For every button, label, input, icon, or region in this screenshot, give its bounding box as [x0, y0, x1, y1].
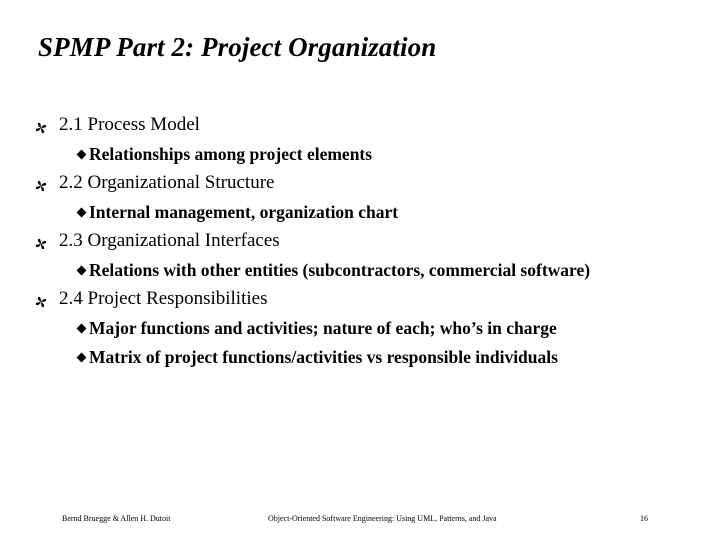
four-petal-bullet-icon: [35, 296, 47, 308]
bullet-list: [0, 113, 720, 374]
sub-bullet-text: Matrix of project functions/activities vs responsible individuals: [89, 347, 558, 367]
bullet-text: 2.2 Organizational Structure: [59, 172, 275, 193]
four-petal-bullet-icon: [35, 122, 47, 134]
diamond-bullet-icon: [77, 324, 87, 334]
four-petal-bullet-icon: [35, 238, 47, 250]
diamond-bullet-icon: [77, 353, 87, 363]
sub-bullet-item: [0, 316, 720, 345]
bullet-item: [0, 287, 720, 316]
diamond-bullet-icon: [77, 266, 87, 276]
bullet-text: 2.3 Organizational Interfaces: [59, 230, 280, 251]
bullet-text: 2.4 Project Responsibilities: [59, 288, 268, 309]
sub-bullet-item: [0, 345, 720, 374]
bullet-item: [0, 171, 720, 200]
footer-page-number: 16: [640, 514, 648, 523]
sub-bullet-item: [0, 258, 720, 287]
sub-bullet-text: Relationships among project elements: [89, 144, 373, 164]
footer-authors: Bernd Bruegge & Allen H. Dutoit: [62, 514, 171, 523]
bullet-item: [0, 113, 720, 142]
sub-bullet-text: Relations with other entities (subcontractors, commercial software): [89, 260, 591, 280]
four-petal-bullet-icon: [35, 180, 47, 192]
sub-bullet-item: [0, 142, 720, 171]
sub-bullet-item: [0, 200, 720, 229]
diamond-bullet-icon: [77, 150, 87, 160]
bullet-item: [0, 229, 720, 258]
diamond-bullet-icon: [77, 208, 87, 218]
slide-title: SPMP Part 2: Project Organization: [38, 32, 437, 62]
sub-bullet-text: Major functions and activities; nature of each; who’s in charge: [89, 318, 557, 338]
sub-bullet-text: Internal management, organization chart: [89, 202, 399, 222]
footer-book-title: Object-Oriented Software Engineering: Using UML, Patterns, and Java: [268, 514, 497, 523]
bullet-text: 2.1 Process Model: [59, 114, 200, 135]
